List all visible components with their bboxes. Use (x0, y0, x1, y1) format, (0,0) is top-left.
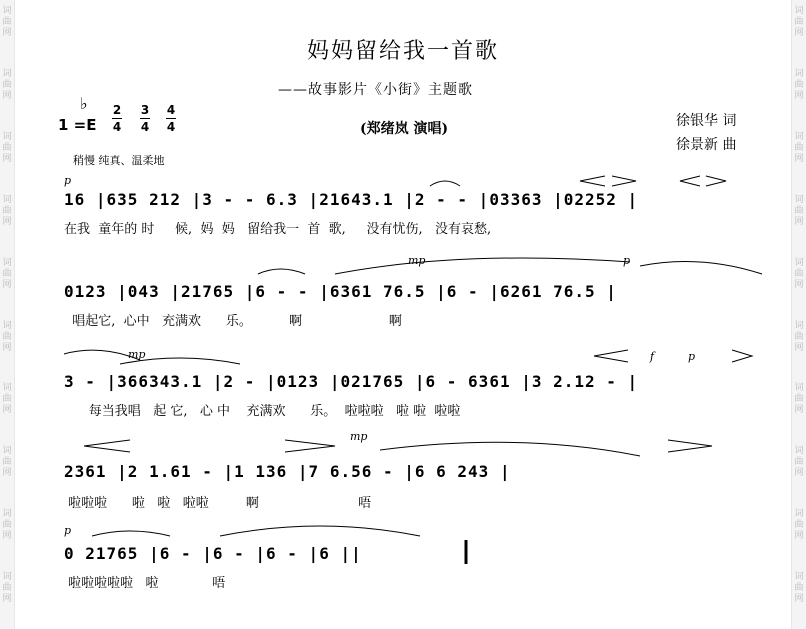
dynamic-marking: f (650, 350, 655, 363)
crescendo-hairpin (680, 176, 700, 186)
decrescendo-hairpin (285, 440, 335, 452)
lyricist-credit: 徐银华 词 (676, 113, 737, 129)
lyrics-line: 啦啦啦啦啦 啦 唔 (64, 576, 226, 591)
decrescendo-hairpin (612, 176, 636, 186)
watermark-text: 词 曲 网 (2, 68, 12, 101)
dynamic-marking: mp (128, 348, 146, 361)
crescendo-hairpin (594, 350, 628, 362)
watermark-text: 词 曲 网 (2, 131, 12, 164)
watermark-text: 词 曲 网 (794, 194, 804, 227)
crescendo-hairpin (84, 440, 130, 452)
crescendo-hairpin (580, 176, 605, 186)
watermark-text: 词 曲 网 (2, 383, 12, 416)
watermark-text: 词 曲 网 (794, 509, 804, 542)
time-signature-denominator: 4 (112, 120, 122, 134)
notation-line: 0123 |043 |21765 |6 - - |6361 76.5 |6 - |6261 76.5 | (64, 282, 617, 301)
watermark-text: 词 曲 网 (794, 6, 804, 38)
slur-mark (92, 531, 170, 536)
watermark-text: 词 曲 网 (794, 131, 804, 164)
decrescendo-hairpin (668, 440, 712, 452)
slur-mark (380, 442, 640, 456)
notation-line: 2361 |2 1.61 - |1 136 |7 6.56 - |6 6 243 | (64, 462, 511, 481)
tempo-marking: 稍慢 纯真、温柔地 (73, 154, 165, 167)
lyrics-line: 唱起它, 心中 充满欢 乐。 啊 啊 (64, 314, 402, 329)
watermark-text: 词 曲 网 (794, 446, 804, 479)
dynamic-marking: p (64, 174, 72, 187)
slur-mark (64, 350, 140, 360)
slur-mark (220, 526, 420, 536)
time-signature-numerator: 2 (112, 103, 122, 117)
composer-credit: 徐景新 曲 (676, 137, 737, 153)
watermark-text: 词 曲 网 (794, 572, 804, 605)
watermark-text: 词 曲 网 (2, 6, 12, 38)
slur-mark (640, 262, 762, 275)
watermark-text: 词 曲 网 (2, 194, 12, 227)
lyrics-line: 啦啦啦 啦 啦 啦啦 啊 唔 (64, 496, 372, 511)
key-signature: 1 =E (58, 116, 97, 134)
notation-line: 16 |635 212 |3 - - 6.3 |21643.1 |2 - - |03363 |02252 | (64, 190, 639, 209)
watermark-text: 词 曲 网 (2, 320, 12, 353)
lyrics-line: 在我 童年的 时 候, 妈 妈 留给我一 首 歌, 没有忧伤, 没有哀愁, (64, 222, 492, 237)
slur-mark (430, 181, 460, 186)
dynamic-marking: p (623, 254, 631, 267)
dynamic-marking: mp (408, 254, 426, 267)
slur-mark (335, 258, 630, 274)
song-title: 妈妈留给我一首歌 (306, 39, 499, 64)
time-signature-numerator: 4 (166, 103, 176, 117)
dynamic-marking: p (64, 524, 72, 537)
slur-mark (258, 269, 305, 274)
decrescendo-hairpin (706, 176, 726, 186)
time-signature-numerator: 3 (140, 103, 150, 117)
song-subtitle: ——故事影片《小街》主题歌 (278, 82, 473, 98)
decrescendo-hairpin (732, 350, 752, 362)
watermark-text: 词 曲 网 (794, 257, 804, 290)
time-signature-denominator: 4 (140, 120, 150, 134)
dynamic-marking: mp (350, 430, 368, 443)
watermark-text: 词 曲 网 (794, 383, 804, 416)
lyrics-line: 每当我唱 起 它, 心 中 充满欢 乐。 啦啦啦 啦 啦 啦啦 (64, 404, 461, 419)
watermark-text: 词 曲 网 (794, 68, 804, 101)
flat-sign-icon: ♭ (80, 94, 88, 113)
watermark-text: 词 曲 网 (794, 320, 804, 353)
time-signature-denominator: 4 (166, 120, 176, 134)
watermark-text: 词 曲 网 (2, 257, 12, 290)
watermark-text: 词 曲 网 (2, 572, 12, 605)
notation-line: 0 21765 |6 - |6 - |6 - |6 || (64, 544, 362, 563)
notation-line: 3 - |366343.1 |2 - |0123 |021765 |6 - 6361 |3 2.12 - | (64, 372, 639, 391)
watermark-text: 词 曲 网 (2, 509, 12, 542)
singer-credit: (郑绪岚 演唱) (360, 121, 449, 137)
dynamic-marking: p (688, 350, 696, 363)
watermark-text: 词 曲 网 (2, 446, 12, 479)
